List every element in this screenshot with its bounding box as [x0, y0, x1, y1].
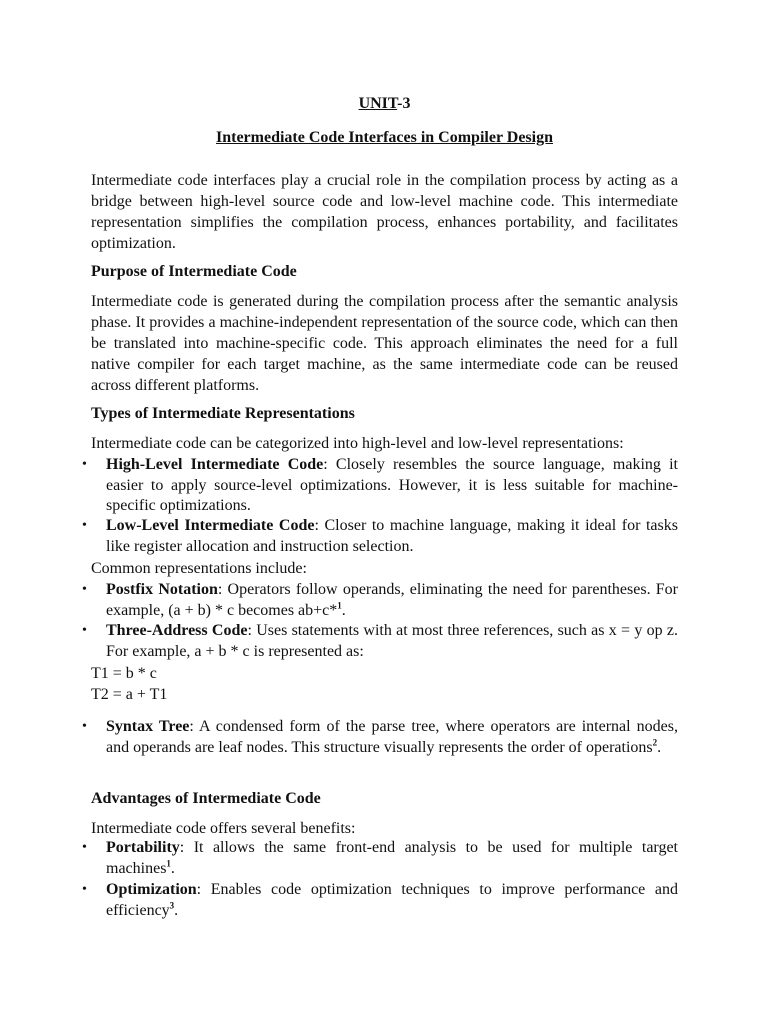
list-item-desc: : Enables code optimization techniques to improve performance and efficiency: [106, 881, 678, 919]
list-item: • Portability: It allows the same front-end analysis to be used for multiple target machines$^1$.: [82, 839, 678, 877]
list-item-term: Low-Level Intermediate Code: [106, 517, 315, 534]
code-line: T1 = b * c: [91, 665, 157, 682]
list-item-desc: : Closely resembles the source language, making it easier to apply source-level optimizations. However, it is less suitable for machine-specific optimizations.: [106, 456, 679, 514]
list-item-desc: : A condensed form of the parse tree, where operators are internal nodes, and operands are leaf nodes. This structure visually represents the order of operations: [106, 718, 678, 756]
list-item-term: High-Level Intermediate Code: [106, 456, 324, 473]
list-item-desc: : Closer to machine language, making it ideal for tasks like register allocation and instruction selection.: [106, 517, 678, 555]
list-item: [83, 621, 678, 662]
unit-heading: [91, 94, 678, 114]
bullet-icon: •: [82, 457, 87, 472]
list-item-term: Optimization: [106, 881, 197, 898]
unit-label: UNIT: [358, 95, 398, 112]
types-heading: Types of Intermediate Representations: [91, 405, 355, 422]
intro-paragraph: Intermediate code interfaces play a crucial role in the compilation process by acting as a bridge between high-level source code and low-level machine code. This intermediate representation simplifies the compilation process, enhances portability, and facilitates optimization.: [91, 172, 678, 252]
list-item: • Postfix Notation: Operators follow operands, eliminating the need for parentheses. For example, (a + b) * c becomes ab+c*$^1$.: [82, 581, 679, 619]
footnote-ref: 3: [169, 900, 175, 911]
purpose-heading: Purpose of Intermediate Code: [91, 263, 297, 280]
footnote-ref: 1: [337, 600, 342, 611]
advantages-heading: Advantages of Intermediate Code: [91, 790, 321, 807]
bullet-icon: •: [82, 582, 87, 597]
list-item-desc: : Operators follow operands, eliminating the need for parentheses. For example, (a + b) * c becomes ab+c*: [106, 581, 679, 619]
advantages-intro: Intermediate code offers several benefits:: [91, 820, 356, 837]
types-intro: Intermediate code can be categorized into high-level and low-level representations:: [91, 435, 624, 452]
footnote-ref: 2: [652, 737, 658, 748]
bullet-icon: •: [82, 882, 87, 897]
purpose-paragraph: Intermediate code is generated during the compilation process after the semantic analysis phase. It provides a machine-independent representation of the source code, which can then be translated into machine-specific code. This approach eliminates the need for a full native compiler for each target machine, as the same intermediate code can be reused across different platforms.: [91, 293, 678, 394]
bullet-icon: •: [82, 623, 87, 638]
list-item-desc: : It allows the same front-end analysis to be used for multiple target machines: [106, 839, 678, 877]
code-line: T2 = a + T1: [91, 686, 168, 703]
list-item-term: Portability: [106, 839, 180, 856]
list-item-desc: : Uses statements with at most three references, such as x = y op z. For example, a + b * c is represented as:: [106, 622, 678, 660]
list-item: • Syntax Tree: A condensed form of the parse tree, where operators are internal nodes, and operands are leaf nodes. This structure visually represents the order of operations$^2$.: [82, 718, 678, 756]
list-item-term: Syntax Tree: [106, 718, 190, 735]
bullet-icon: •: [82, 840, 87, 855]
document-title: Intermediate Code Interfaces in Compiler Design: [216, 129, 553, 146]
list-item: • Optimization: Enables code optimization techniques to improve performance and efficiency$^3$.: [82, 881, 678, 919]
unit-number: -3: [397, 95, 411, 112]
list-item-term: Postfix Notation: [106, 581, 218, 598]
list-item-term: Three-Address Code: [106, 622, 248, 639]
common-representations-label: Common representations include:: [91, 560, 307, 577]
list-item: [83, 455, 678, 517]
bullet-icon: •: [82, 518, 87, 533]
list-item: [83, 516, 678, 557]
bullet-icon: •: [82, 719, 87, 734]
footnote-ref: 1: [166, 858, 171, 869]
